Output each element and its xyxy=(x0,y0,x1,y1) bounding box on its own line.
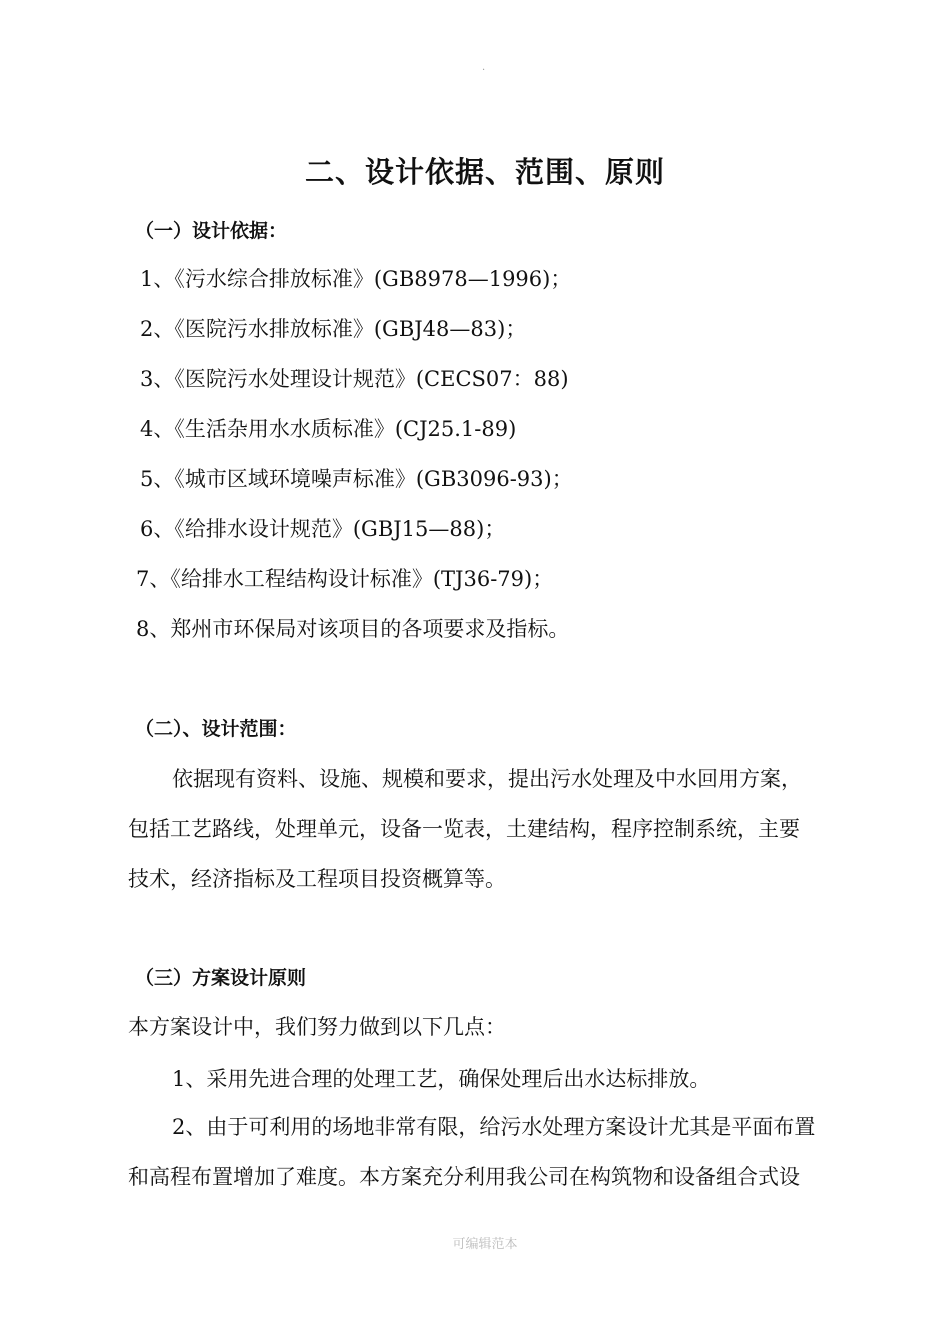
scope-line-1: 依据现有资料、设施、规模和要求，提出污水处理及中水回用方案， xyxy=(172,767,802,791)
section1-heading: （一）设计依据： xyxy=(135,220,288,242)
reference-item-4: 4、《生活杂用水水质标准》(CJ25.1-89) xyxy=(140,417,517,441)
principle-line-3: 和高程布置增加了难度。本方案充分利用我公司在构筑物和设备组合式设 xyxy=(128,1165,800,1189)
reference-item-6: 6、《给排水设计规范》(GBJ15—88)； xyxy=(140,517,506,541)
footer-watermark: 可编辑范本 xyxy=(452,1237,518,1252)
section2-heading: （二）、设计范围： xyxy=(135,718,297,740)
reference-item-2: 2、《医院污水排放标准》(GBJ48—83)； xyxy=(140,317,527,341)
reference-item-5: 5、《城市区域环境噪声标准》(GB3096-93)； xyxy=(140,467,573,491)
scope-line-2: 包括工艺路线，处理单元，设备一览表，土建结构，程序控制系统，主要 xyxy=(128,817,800,841)
principle-line-2: 2、由于可利用的场地非常有限，给污水处理方案设计尤其是平面布置 xyxy=(172,1115,816,1139)
scope-line-3: 技术，经济指标及工程项目投资概算等。 xyxy=(128,867,506,891)
header-dot: . xyxy=(482,62,486,73)
reference-item-3: 3、《医院污水处理设计规范》(CECS07：88) xyxy=(140,367,569,391)
section3-heading: （三）方案设计原则 xyxy=(135,967,307,989)
reference-item-8: 8、郑州市环保局对该项目的各项要求及指标。 xyxy=(136,617,570,641)
reference-item-7: 7、《给排水工程结构设计标准》(TJ36-79)； xyxy=(136,567,554,591)
page-title: 二、设计依据、范围、原则 xyxy=(304,155,665,189)
principles-intro: 本方案设计中，我们努力做到以下几点： xyxy=(128,1015,506,1039)
reference-item-1: 1、《污水综合排放标准》(GB8978—1996)； xyxy=(140,267,572,291)
principle-line-1: 1、采用先进合理的处理工艺，确保处理后出水达标排放。 xyxy=(172,1067,711,1091)
